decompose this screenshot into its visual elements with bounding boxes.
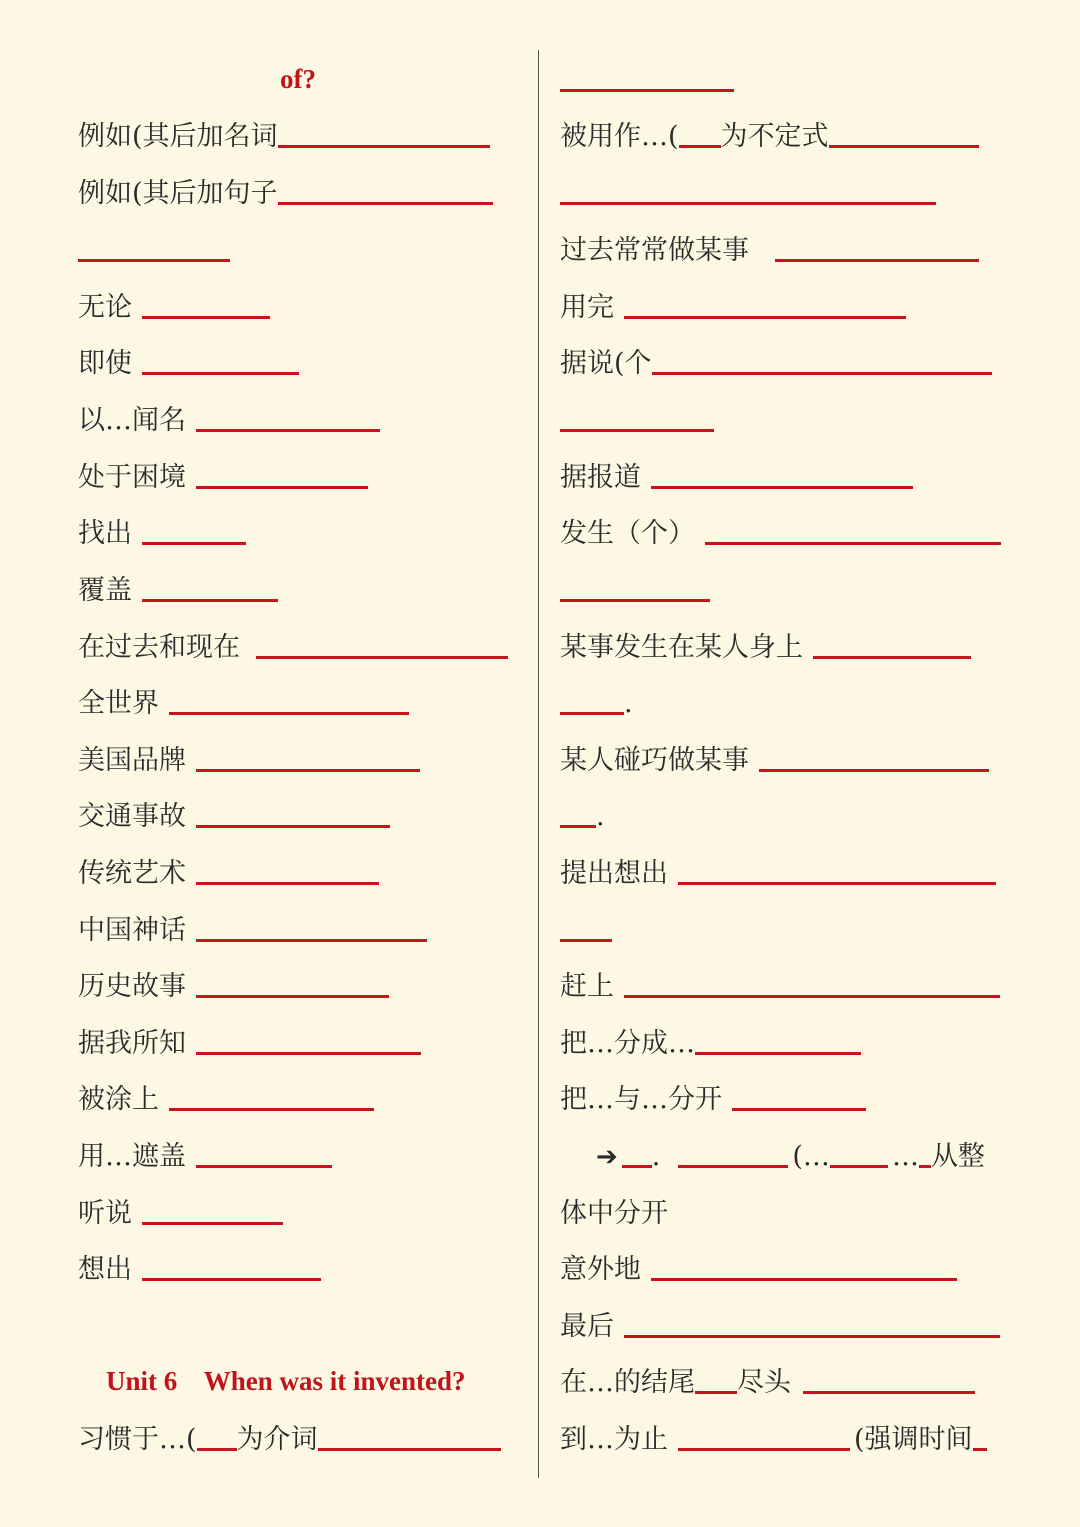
vocab-line: 找出 xyxy=(78,509,246,549)
vocab-line: 用…遮盖 xyxy=(78,1132,332,1172)
answer-blank[interactable] xyxy=(256,654,508,659)
answer-blank[interactable] xyxy=(196,993,389,998)
answer-blank[interactable] xyxy=(919,1163,931,1168)
vocab-line xyxy=(560,566,710,606)
answer-blank[interactable] xyxy=(196,937,427,942)
answer-blank[interactable] xyxy=(775,257,979,262)
answer-blank[interactable] xyxy=(759,767,989,772)
vocab-line: 到…为止 (强调时间 xyxy=(560,1415,987,1455)
vocab-line: 用完 xyxy=(560,283,906,323)
answer-blank[interactable] xyxy=(318,1446,501,1451)
answer-blank[interactable] xyxy=(803,1389,975,1394)
vocab-line: 交通事故 xyxy=(78,792,390,832)
vocab-line: 全世界 xyxy=(78,679,409,719)
vocab-line: 意外地 xyxy=(560,1245,957,1285)
vocab-line: 习惯于…( 为介词 xyxy=(78,1415,501,1455)
answer-blank[interactable] xyxy=(560,823,596,828)
answer-blank[interactable] xyxy=(196,1050,421,1055)
vocab-line: 某人碰巧做某事 xyxy=(560,736,989,776)
vocab-line: 某事发生在某人身上 xyxy=(560,623,971,663)
vocab-line: 美国品牌 xyxy=(78,736,420,776)
answer-blank[interactable] xyxy=(142,597,278,602)
vocab-line: 被用作…( 为不定式 xyxy=(560,112,979,152)
vocab-line: 体中分开 xyxy=(560,1198,668,1229)
answer-blank[interactable] xyxy=(652,370,992,375)
answer-blank[interactable] xyxy=(560,427,714,432)
answer-blank[interactable] xyxy=(695,1389,737,1394)
answer-blank[interactable] xyxy=(142,1276,321,1281)
vocab-line: 发生（个） xyxy=(560,509,1001,549)
answer-blank[interactable] xyxy=(560,200,936,205)
answer-blank[interactable] xyxy=(196,823,390,828)
answer-blank[interactable] xyxy=(560,710,624,715)
vocab-line: 例如(其后加名词 xyxy=(78,112,490,152)
vocab-line: 覆盖 xyxy=(78,566,278,606)
vocab-line: 提出想出 xyxy=(560,849,996,889)
vocab-line: 历史故事 xyxy=(78,962,389,1002)
answer-blank[interactable] xyxy=(197,1446,237,1451)
answer-blank[interactable] xyxy=(142,314,270,319)
answer-blank[interactable] xyxy=(679,143,721,148)
vocab-line: 把…与…分开 xyxy=(560,1075,866,1115)
vocab-line xyxy=(560,396,714,436)
vocab-line: 据说(个 xyxy=(560,339,992,379)
vocab-line: 例如(其后加句子 xyxy=(78,169,493,209)
answer-blank[interactable] xyxy=(624,993,1000,998)
column-divider xyxy=(538,50,539,1478)
vocab-line xyxy=(560,906,612,946)
vocab-line xyxy=(560,56,734,96)
answer-blank[interactable] xyxy=(678,880,996,885)
answer-blank[interactable] xyxy=(278,143,490,148)
vocab-line: 听说 xyxy=(78,1189,283,1229)
answer-blank[interactable] xyxy=(678,1446,850,1451)
unit-heading: Unit 6 When was it invented? xyxy=(106,1366,466,1396)
answer-blank[interactable] xyxy=(973,1446,987,1451)
answer-blank[interactable] xyxy=(169,710,409,715)
answer-blank[interactable] xyxy=(624,314,906,319)
vocab-line: 过去常常做某事 xyxy=(560,226,979,266)
answer-blank[interactable] xyxy=(196,880,379,885)
arrow-right-icon: ➔ xyxy=(596,1142,618,1172)
vocab-line: . xyxy=(560,679,633,719)
vocab-line: . xyxy=(560,792,605,832)
answer-blank[interactable] xyxy=(560,937,612,942)
answer-blank[interactable] xyxy=(278,200,493,205)
vocab-line: 中国神话 xyxy=(78,906,427,946)
vocab-line: 传统艺术 xyxy=(78,849,379,889)
answer-blank[interactable] xyxy=(829,143,979,148)
answer-blank[interactable] xyxy=(196,427,380,432)
vocab-line: 以…闻名 xyxy=(78,396,380,436)
answer-blank[interactable] xyxy=(142,540,246,545)
answer-blank[interactable] xyxy=(622,1163,652,1168)
vocab-line xyxy=(560,169,936,209)
answer-blank[interactable] xyxy=(78,257,230,262)
answer-blank[interactable] xyxy=(560,87,734,92)
answer-blank[interactable] xyxy=(196,1163,332,1168)
answer-blank[interactable] xyxy=(705,540,1001,545)
left-top-heading: of? xyxy=(280,64,316,94)
vocab-line: 处于困境 xyxy=(78,453,368,493)
answer-blank[interactable] xyxy=(169,1106,374,1111)
answer-blank[interactable] xyxy=(678,1163,788,1168)
answer-blank[interactable] xyxy=(830,1163,888,1168)
vocab-line: 在…的结尾 尽头 xyxy=(560,1358,975,1398)
vocab-line: 被涂上 xyxy=(78,1075,374,1115)
answer-blank[interactable] xyxy=(651,1276,957,1281)
vocab-line: 在过去和现在 xyxy=(78,623,508,663)
vocab-line: 无论 xyxy=(78,283,270,323)
answer-blank[interactable] xyxy=(813,654,971,659)
answer-blank[interactable] xyxy=(196,484,368,489)
answer-blank[interactable] xyxy=(732,1106,866,1111)
answer-blank[interactable] xyxy=(142,370,299,375)
answer-blank[interactable] xyxy=(142,1220,283,1225)
vocab-line: 把…分成… xyxy=(560,1019,861,1059)
vocab-line: 最后 xyxy=(560,1302,1000,1342)
answer-blank[interactable] xyxy=(560,597,710,602)
vocab-line: 想出 xyxy=(78,1245,321,1285)
vocab-line: 据报道 xyxy=(560,453,913,493)
answer-blank[interactable] xyxy=(651,484,913,489)
vocab-line: 据我所知 xyxy=(78,1019,421,1059)
vocab-line: 即使 xyxy=(78,339,299,379)
vocab-line xyxy=(78,226,230,266)
answer-blank[interactable] xyxy=(624,1333,1000,1338)
answer-blank[interactable] xyxy=(196,767,420,772)
vocab-line: 赶上 xyxy=(560,962,1000,1002)
vocab-line: ➔ . (… … 从整 xyxy=(596,1141,985,1172)
answer-blank[interactable] xyxy=(695,1050,861,1055)
